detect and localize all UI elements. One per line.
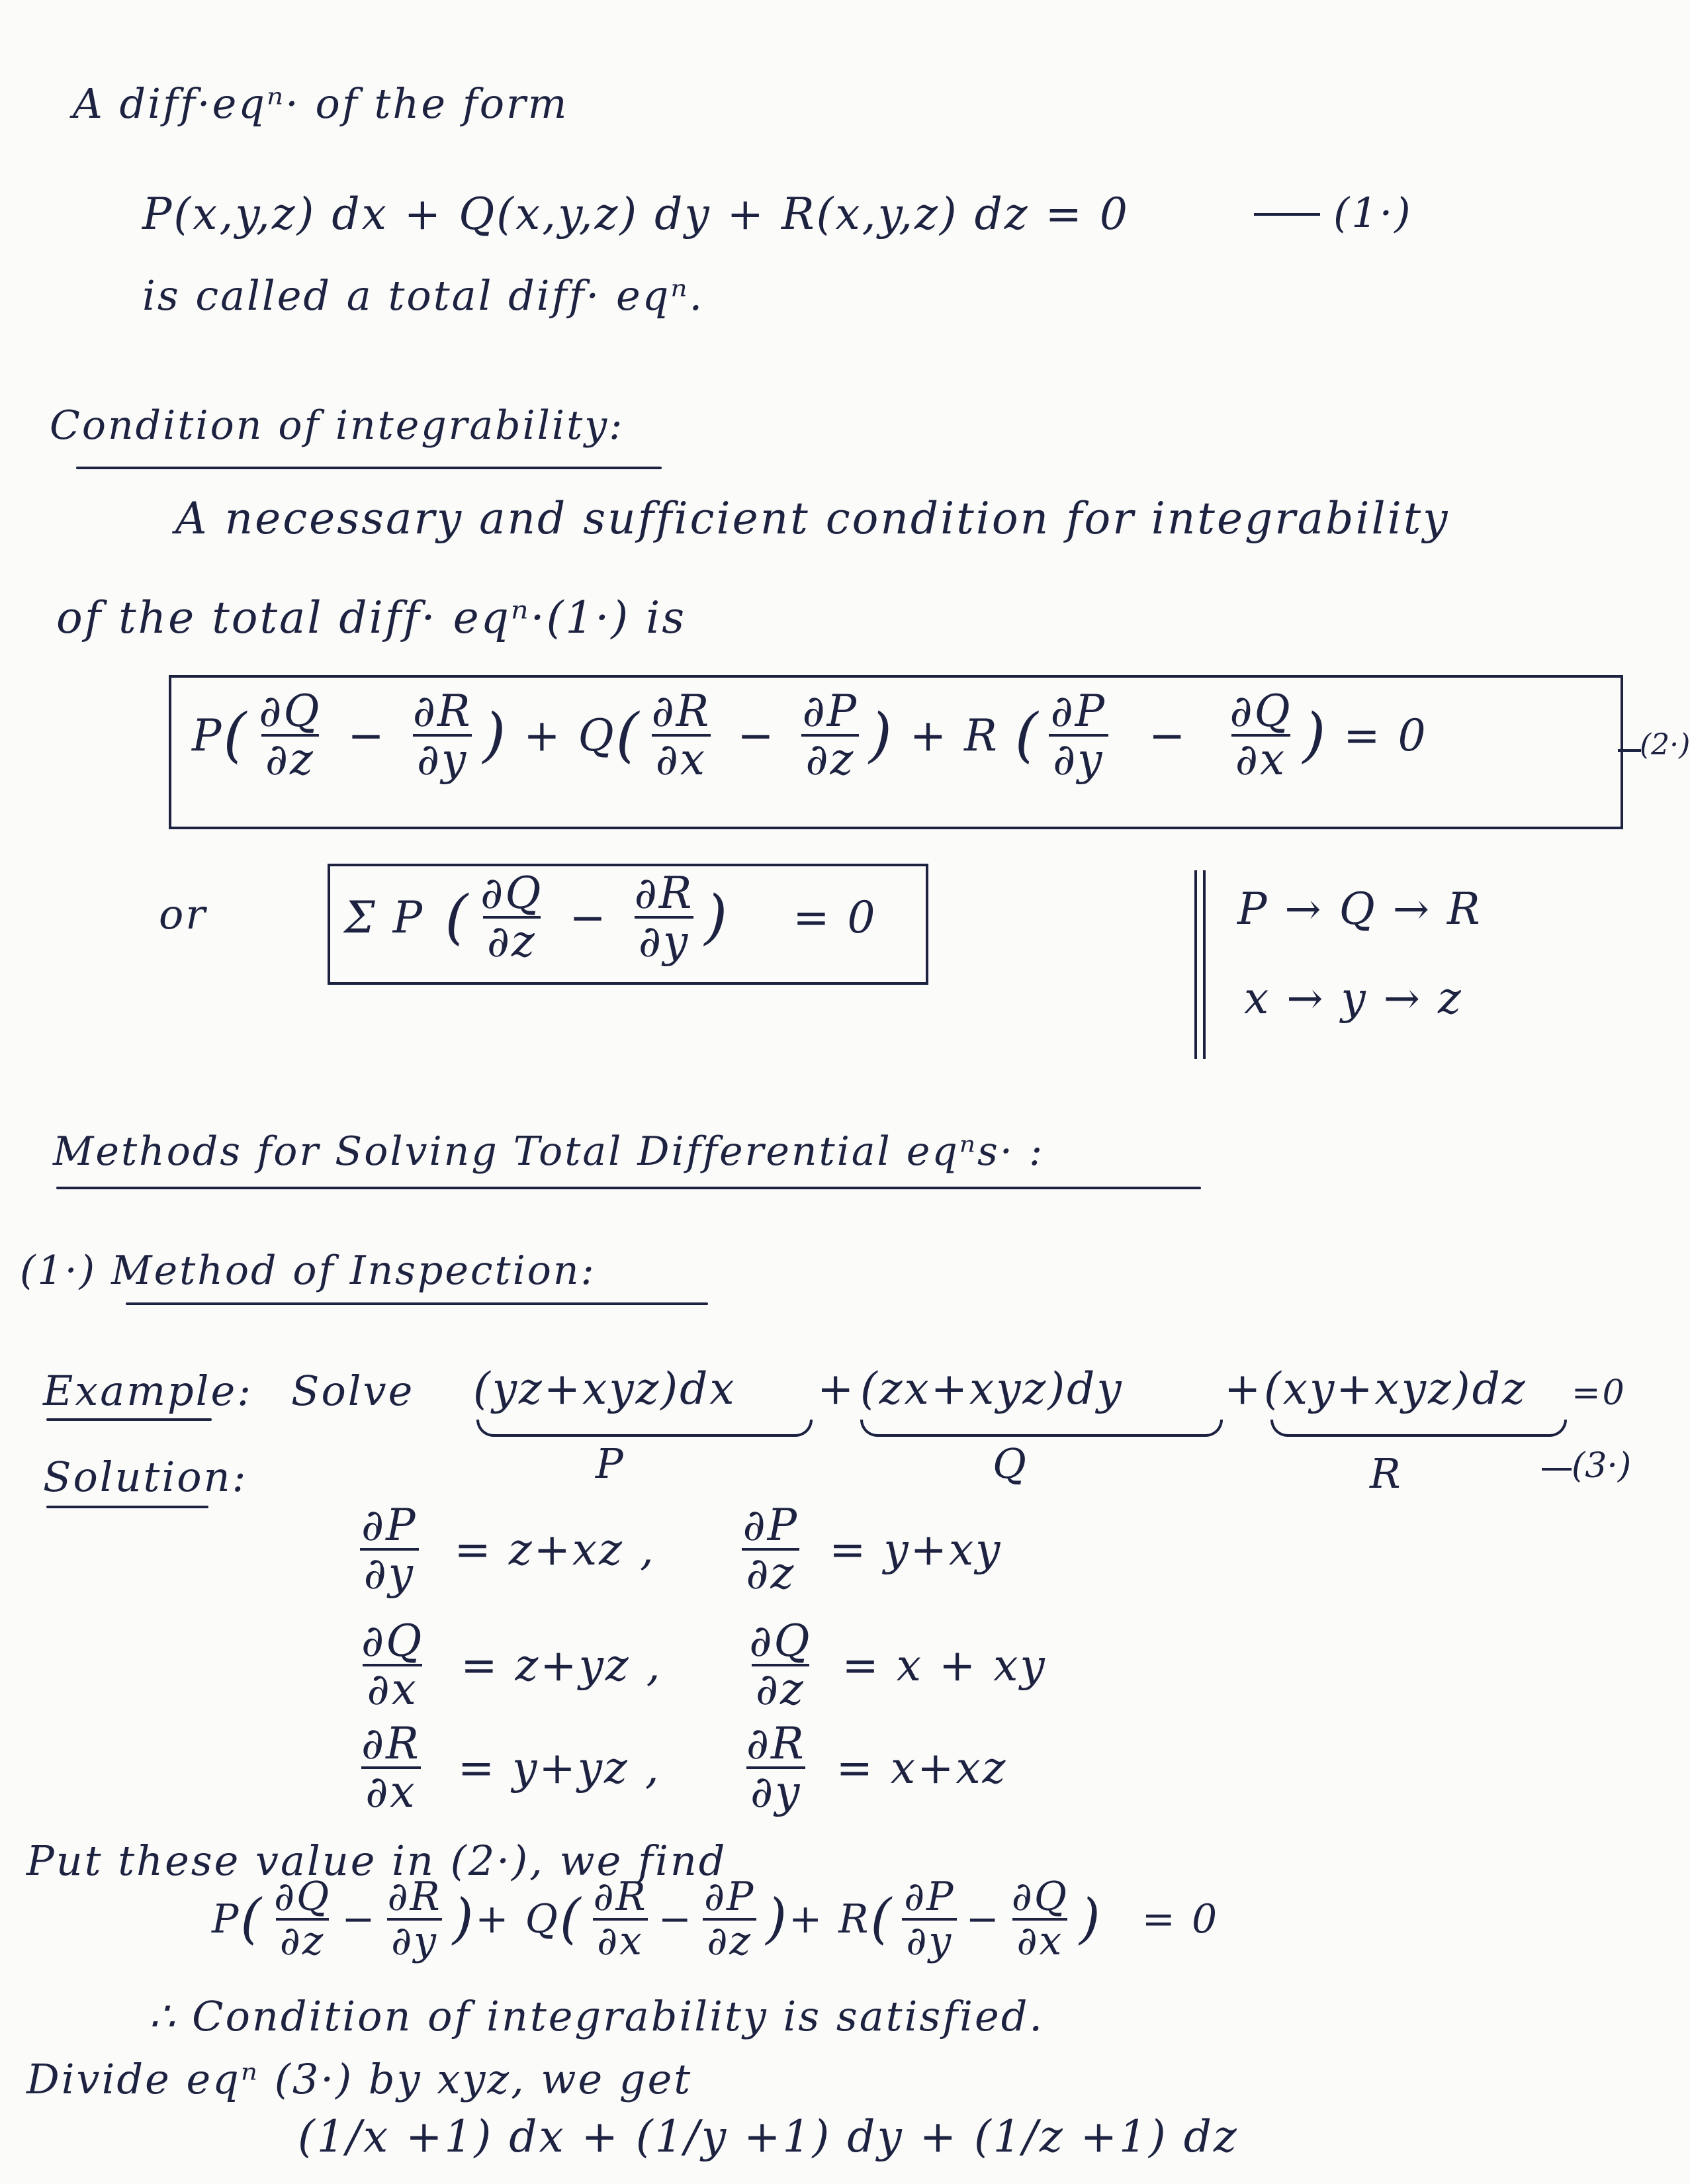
- example-plus-1: +: [817, 1363, 856, 1414]
- divided-equation: (1/x +1) dx + (1/y +1) dy + (1/z +1) dz: [298, 2111, 1239, 2162]
- partials-row-2: $\frac{\partial Q}{\partial x}$ = z+yz , $\frac{\partial Q}{\partial z}$ = x + xy: [361, 1615, 1047, 1715]
- method-inspection-heading: (1·) Method of Inspection:: [20, 1248, 596, 1294]
- intro-line-1: A diff·eqⁿ· of the form: [73, 79, 569, 128]
- example-label-underline: [46, 1418, 212, 1421]
- example-plus-2: +: [1224, 1363, 1263, 1414]
- eq3-tag: (3·): [1572, 1446, 1632, 1486]
- substituted-condition-equation: P ( $\frac{\partial Q}{\partial z}$ − $\frac{\partial R}{\partial y}$ ) + Q ( $\frac{\partial R}{\partial x}$ − $\frac{\partial P}{\partial z}$ ) + R ( $\frac{\partial P}{\partial y}$ − $\frac{\partial Q}{\partial x}$ ) = 0: [212, 1874, 1220, 1964]
- example-equals-zero: =0: [1572, 1373, 1626, 1413]
- sigma-condition-equation: Σ P ( $\frac{\partial Q}{\partial z}$ − $\frac{\partial R}{\partial y}$ ) = 0: [344, 868, 877, 968]
- eq1-tag: (1·): [1333, 189, 1413, 237]
- condition-heading: Condition of integrability:: [50, 402, 625, 449]
- integrability-satisfied-line: ∴ Condition of integrability is satisfied.: [149, 1992, 1045, 2040]
- example-part-r: (xy+xyz)dz: [1264, 1363, 1527, 1414]
- solution-label: Solution:: [43, 1453, 248, 1501]
- methods-heading: Methods for Solving Total Differential eqⁿs· :: [53, 1128, 1045, 1175]
- example-part-p: (yz+xyz)dx: [473, 1363, 736, 1414]
- example-part-q: (zx+xyz)dy: [860, 1363, 1124, 1414]
- partials-row-1: $\frac{\partial P}{\partial y}$ = z+xz , $\frac{\partial P}{\partial z}$ = y+xy: [351, 1502, 1002, 1597]
- solution-label-underline: [46, 1506, 208, 1508]
- solve-word: Solve: [291, 1367, 415, 1415]
- eq2-tag: (2·): [1640, 728, 1690, 762]
- partials-row-3: $\frac{\partial R}{\partial x}$ = y+yz , $\frac{\partial R}{\partial y}$ = x+xz: [361, 1718, 1008, 1818]
- cyclic-xyz: x → y → z: [1244, 973, 1463, 1024]
- put-values-line: Put these value in (2·), we find: [26, 1837, 727, 1885]
- condition-line-2: of the total diff· eqⁿ·(1·) is: [56, 592, 687, 643]
- methods-heading-underline: [56, 1187, 1201, 1189]
- total-diff-equation: P(x,y,z) dx + Q(x,y,z) dy + R(x,y,z) dz = 0: [142, 189, 1130, 240]
- condition-heading-underline: [76, 467, 662, 469]
- label-q: Q: [993, 1439, 1028, 1488]
- or-label: or: [159, 890, 207, 938]
- eq3-dash: [1542, 1468, 1572, 1471]
- integrability-condition-equation: P ( $\frac{\partial Q}{\partial z}$ − $\frac{\partial R}{\partial y}$ ) + Q ( $\frac{\partial R}{\partial x}$ − $\frac{\partial P}{\partial z}$ ) + R ( $\frac{\partial P}{\partial y}$ − $\frac{\partial Q}{\partial x}$ ) = 0: [192, 686, 1428, 786]
- method-inspection-underline: [126, 1302, 708, 1305]
- label-p: P: [596, 1439, 625, 1488]
- condition-line-1: A necessary and sufficient condition for integrability: [175, 493, 1450, 544]
- label-r: R: [1370, 1449, 1403, 1498]
- divide-line: Divide eqⁿ (3·) by xyz, we get: [26, 2055, 693, 2103]
- brace-q: [860, 1420, 1223, 1437]
- cyclic-pqr: P → Q → R: [1237, 884, 1482, 934]
- eq1-dash: [1254, 213, 1320, 216]
- intro-line-3: is called a total diff· eqⁿ.: [142, 271, 705, 320]
- brace-p: [476, 1420, 813, 1437]
- example-label: Example:: [43, 1367, 253, 1415]
- cyclic-divider-left: [1194, 870, 1197, 1059]
- brace-r: [1270, 1420, 1567, 1437]
- cyclic-divider-right: [1203, 870, 1206, 1059]
